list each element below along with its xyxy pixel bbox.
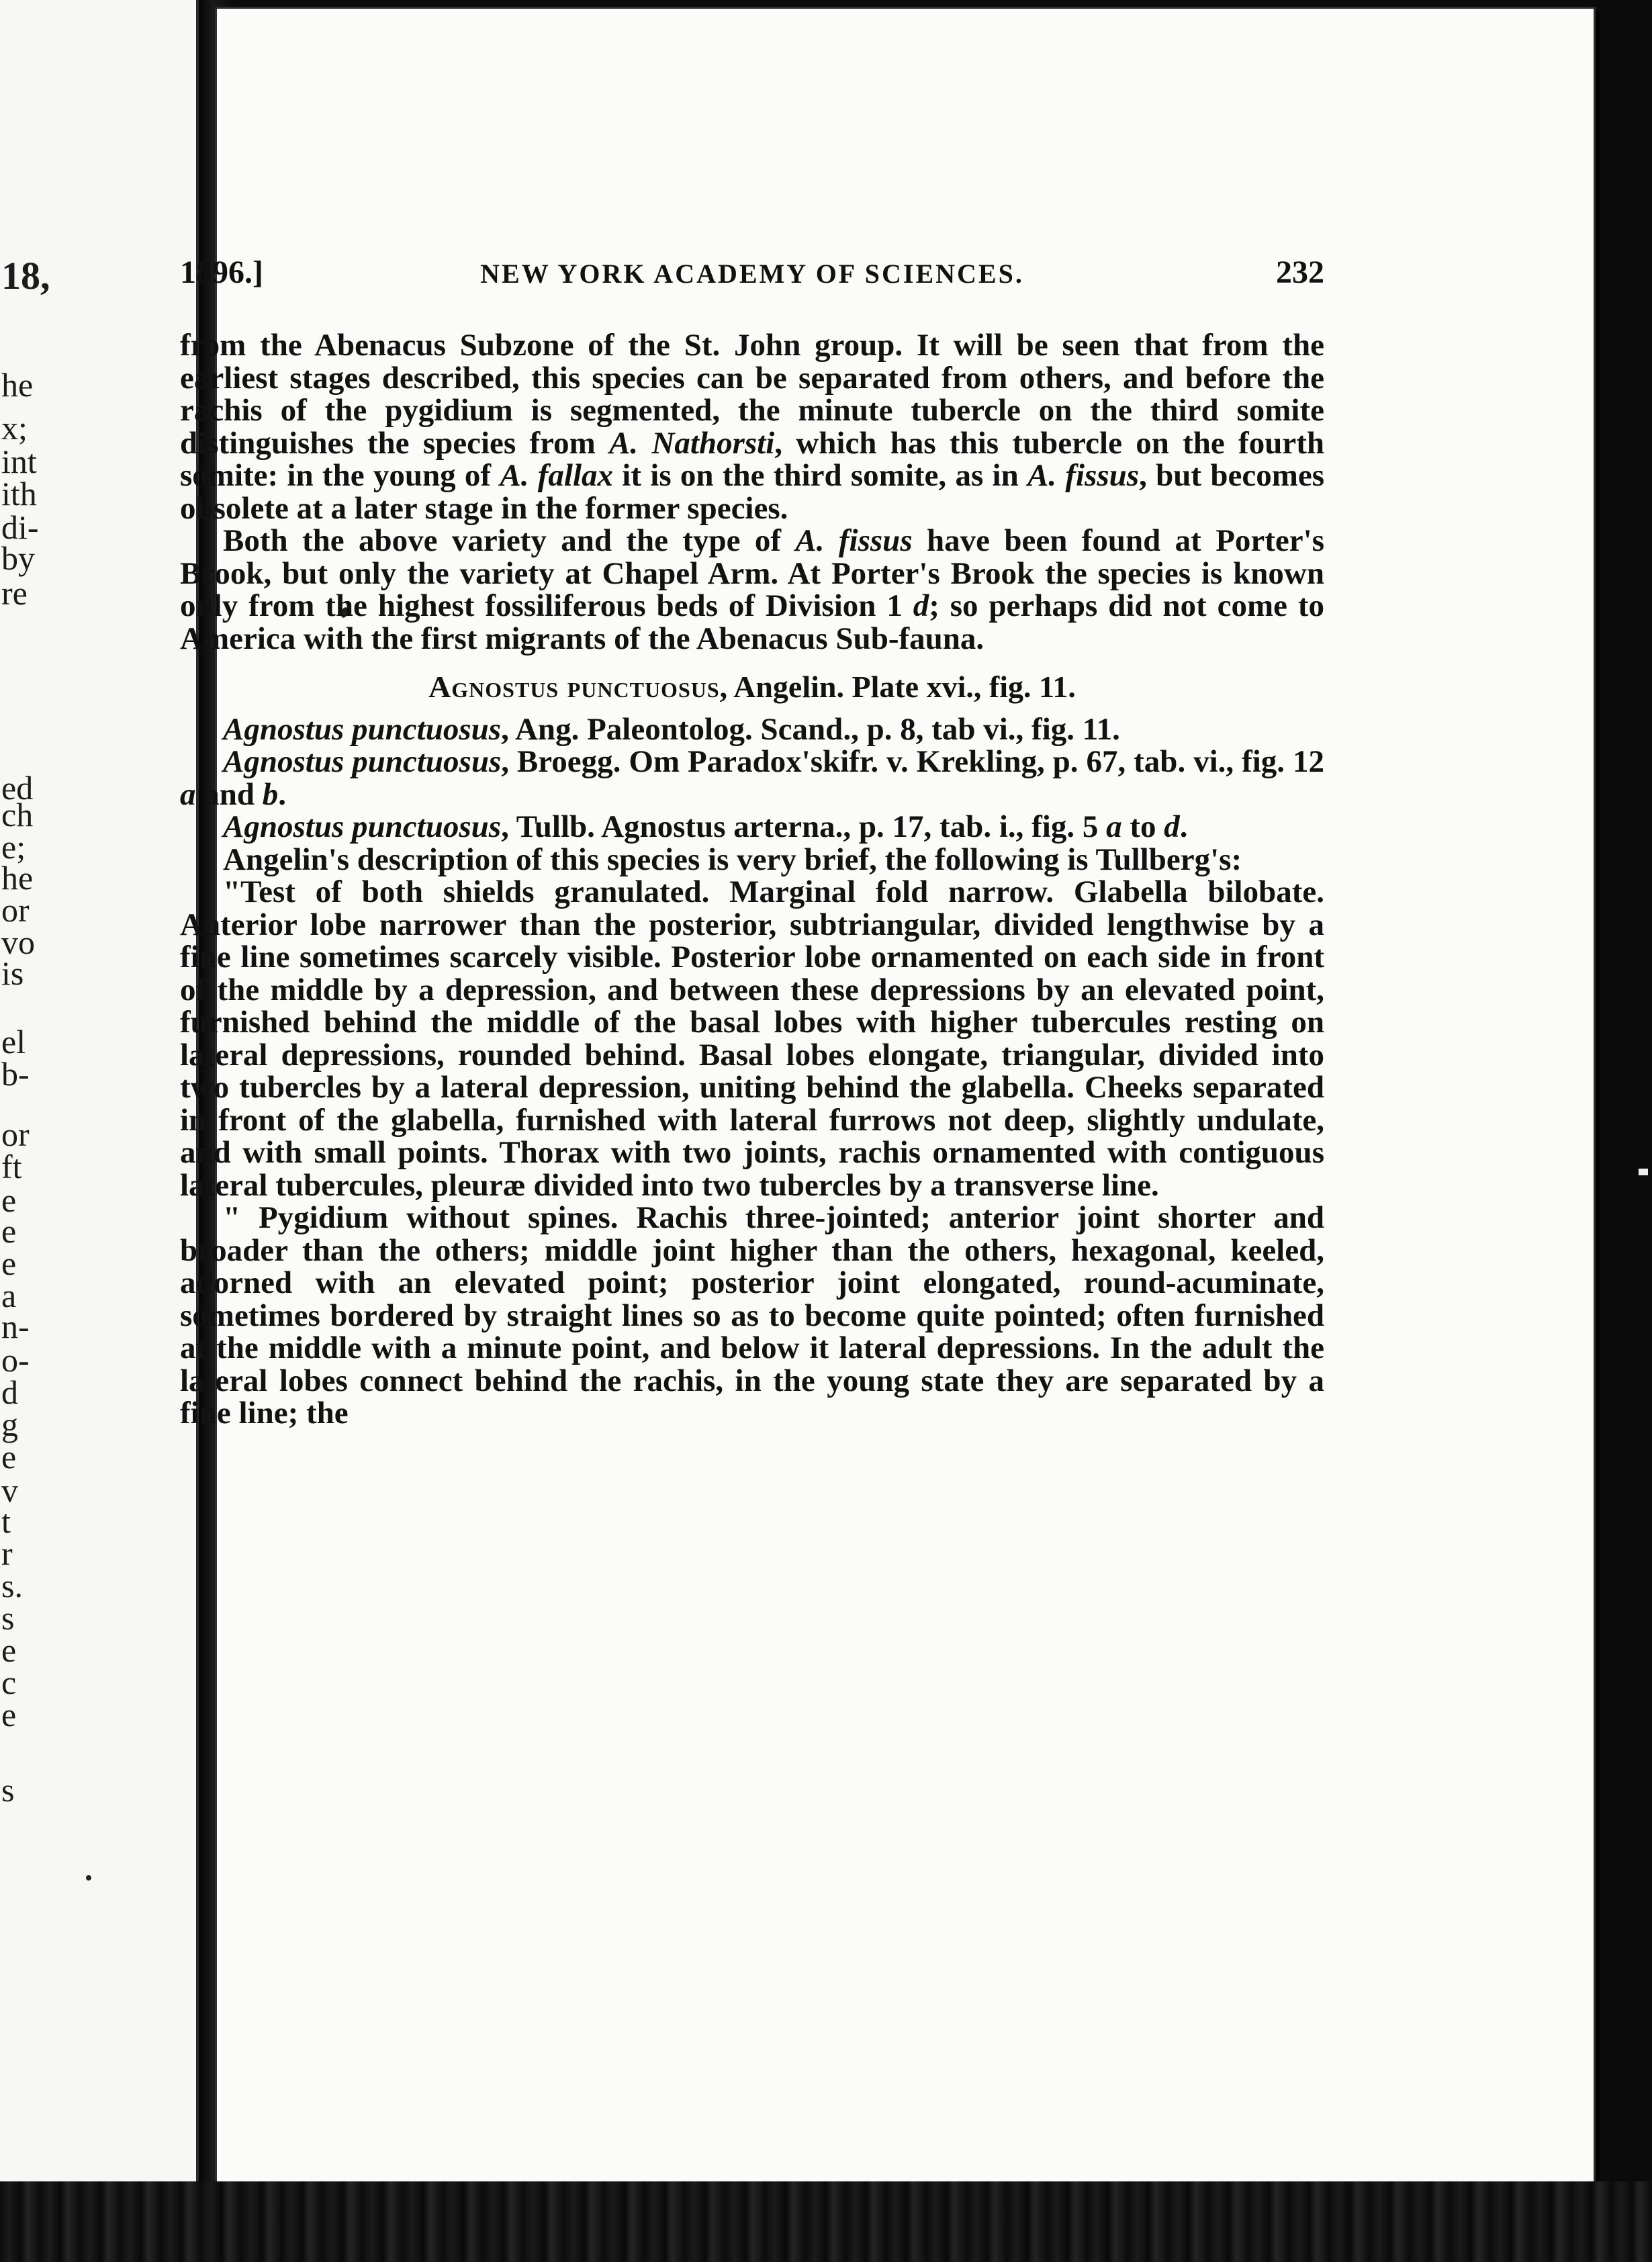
facing-page-line-fragment: el xyxy=(1,1023,26,1060)
facing-page-line-fragment: s xyxy=(1,1771,15,1809)
reference-entry: Agnostus punctuosus, Broegg. Om Paradox'skifr. v. Krekling, p. 67, tab. vi., fig. 12 a and b. xyxy=(180,744,1324,812)
facing-page-line-fragment: he xyxy=(1,859,34,897)
running-header xyxy=(180,254,1324,301)
facing-page-line-fragment: d xyxy=(1,1373,18,1411)
facing-page-line-fragment: he xyxy=(1,366,34,404)
paragraph: Angelin's description of this species is very brief, the following is Tullberg's: xyxy=(223,842,1242,877)
facing-page-line-fragment: t xyxy=(1,1502,11,1540)
facing-page-header-fragment: 18, xyxy=(1,254,50,298)
facing-page-line-fragment: e xyxy=(1,1245,17,1282)
facing-page-line-fragment: o- xyxy=(1,1341,30,1379)
header-title: NEW YORK ACADEMY OF SCIENCES. xyxy=(480,259,1024,289)
page-number: 232 xyxy=(1276,255,1324,290)
facing-page-line-fragment: e xyxy=(1,1696,17,1733)
facing-page-line-fragment: e xyxy=(1,1181,17,1219)
edge-mark xyxy=(1639,1169,1648,1175)
quoted-description: " Pygidium without spines. Rachis three-jointed; anterior joint shorter and broader than the others; middle joint higher than the others, hexagonal, keeled, adorned with an elevated point; posterior joint elongated, round-acuminate, sometimes bordered by straight lines so as to become quite pointed; often furnished at the middle with a minute point, and below it lateral depressions. In the adult the lateral lobes connect behind the rachis, in the young state they are separated by a fine line; the xyxy=(180,1200,1324,1431)
quoted-description: "Test of both shields granulated. Marginal fold narrow. Glabella bilobate. Anterior lobe narrower than the posterior, subtriangular, divided lengthwise by a fine line sometimes scarcely visible. Posterior lobe ornamented on each side in front of the middle by a depression, and between these depressions by an elevated point, furnished behind the middle of the basal lobes with higher tubercules resting on lateral depressions, rounded behind. Basal lobes elongate, triangular, divided into two tubercles by a lateral depression, uniting behind the glabella. Cheeks separated in front of the glabella, furnished with lateral furrows not deep, slightly undulate, and with small points. Thorax with two joints, rachis ornamented with contiguous lateral tubercules, pleuræ divided into two tubercles by a transverse line. xyxy=(180,874,1324,1203)
facing-page-line-fragment: int xyxy=(1,443,37,480)
facing-page-line-fragment: e xyxy=(1,1631,17,1669)
facing-page-line-fragment: v xyxy=(1,1472,18,1509)
facing-page-line-fragment: vo xyxy=(1,923,35,961)
species-heading: Agnostus punctuosus, Angelin. Plate xvi., fig. 11. xyxy=(428,670,1076,704)
body-text xyxy=(180,329,1324,1430)
margin-mark xyxy=(86,1875,91,1881)
facing-page-line-fragment: e xyxy=(1,1438,17,1476)
facing-page-line-fragment: r xyxy=(1,1535,13,1572)
facing-page-line-fragment: n- xyxy=(1,1308,30,1345)
facing-page-line-fragment: e xyxy=(1,1212,17,1250)
facing-page-line-fragment: x; xyxy=(1,409,28,447)
reference-entry: Agnostus punctuosus, Tullb. Agnostus arterna., p. 17, tab. i., fig. 5 a to d. xyxy=(223,809,1188,844)
facing-page-line-fragment: or xyxy=(1,1116,30,1153)
facing-page-line-fragment: ed xyxy=(1,769,34,807)
scanner-edge xyxy=(0,2181,1652,2262)
reference-entry: Agnostus punctuosus, Ang. Paleontolog. Scand., p. 8, tab vi., fig. 11. xyxy=(223,711,1120,747)
facing-page-line-fragment: ch xyxy=(1,796,34,833)
facing-page-line-fragment: b- xyxy=(1,1055,30,1093)
facing-page-line-fragment: by xyxy=(1,539,35,577)
facing-page-line-fragment: g xyxy=(1,1406,18,1443)
facing-page-line-fragment: or xyxy=(1,891,30,929)
facing-page-line-fragment: s xyxy=(1,1599,15,1637)
facing-page-line-fragment: di- xyxy=(1,508,39,546)
paragraph: Both the above variety and the type of A. fissus have been found at Porter's Brook, but only the variety at Chapel Arm. At Porter's Brook the species is known only from the highest fossiliferous beds of Division 1 d; so perhaps did not come to America with the first migrants of the Abenacus Sub-fauna. xyxy=(180,523,1324,656)
facing-page-line-fragment: re xyxy=(1,574,28,612)
paragraph: from the Abenacus Subzone of the St. John group. It will be seen that from the earliest stages described, this species can be separated from others, and before the rachis of the pygidium is segmented, the minute tubercle on the third somite distinguishes the species from A. Nathorsti, which has this tubercle on the fourth somite: in the young of A. fallax it is on the third somite, as in A. fissus, but becomes obsolete at a later stage in the former species. xyxy=(180,328,1325,526)
facing-page-text xyxy=(0,0,196,2181)
facing-page-line-fragment: s. xyxy=(1,1567,23,1604)
facing-page-line-fragment: e; xyxy=(1,828,26,866)
facing-page-line-fragment: ft xyxy=(1,1148,22,1185)
facing-page-line-fragment: ith xyxy=(1,475,37,512)
facing-page-line-fragment: is xyxy=(1,954,24,992)
facing-page-line-fragment: c xyxy=(1,1664,17,1701)
facing-page-line-fragment: a xyxy=(1,1277,17,1314)
facing-page-fragment xyxy=(0,0,199,2181)
header-year: 1896.] xyxy=(180,255,263,290)
